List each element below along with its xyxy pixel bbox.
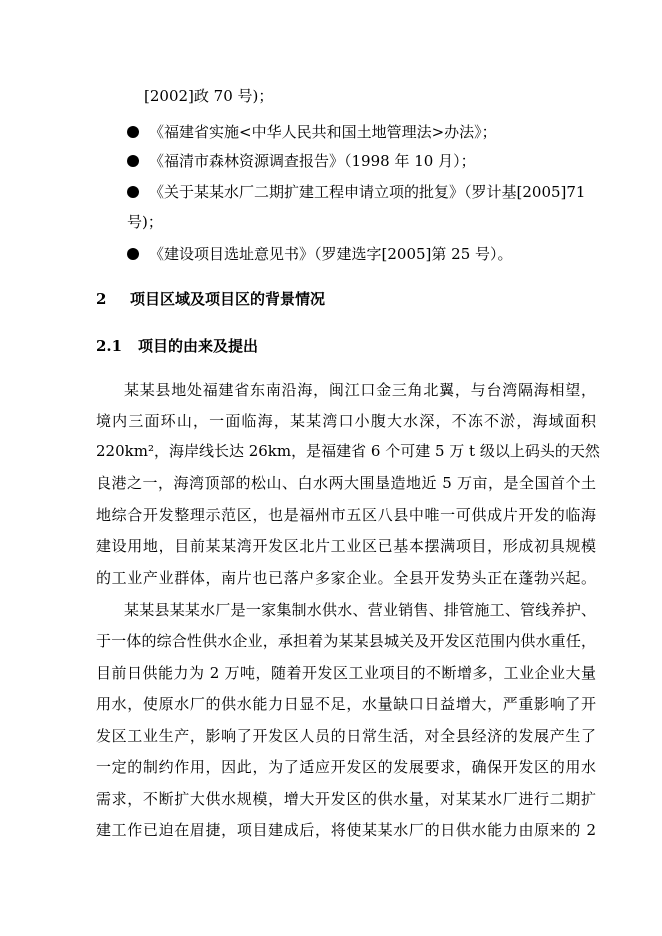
- subsection-number: 2.1: [96, 337, 123, 355]
- bullet-item: [127, 122, 497, 142]
- paragraph-line: 一定的制约作用，因此，为了适应开发区的发展要求，确保开发区的用水: [96, 758, 596, 776]
- paragraph-line: 地综合开发整理示范区，也是福州市五区八县中唯一可供成片开发的临海: [96, 506, 596, 524]
- paragraph-line: 建工作已迫在眉捷，项目建成后，将使某某水厂的日供水能力由原来的 2: [96, 821, 596, 839]
- bullet-item: [127, 244, 513, 264]
- bullet-icon: [127, 186, 139, 198]
- bullet-icon: [127, 126, 139, 138]
- bullet-item: [127, 182, 585, 202]
- subsection-title: 项目的由来及提出: [138, 337, 259, 355]
- section-heading: [96, 289, 325, 309]
- bullet-icon: [127, 155, 139, 167]
- paragraph-line: 建设用地，目前某某湾开发区北片工业区已基本摆满项目，形成初具规模: [96, 537, 596, 555]
- paragraph-line: 目前日供能力为 2 万吨，随着开发区工业项目的不断增多，工业企业大量: [96, 664, 596, 682]
- bullet-text: 《福建省实施<中华人民共和国土地管理法>办法》；: [149, 123, 497, 141]
- intro-line: [2002]政 70 号)；: [144, 87, 274, 105]
- paragraph-line: 220km²，海岸线长达 26km，是福建省 6 个可建 5 万 t 级以上码头的天然: [96, 442, 600, 460]
- paragraph-line: 境内三面环山，一面临海，某某湾口小腹大水深，不冻不淤，海域面积: [96, 412, 596, 430]
- paragraph-line: 的工业产业群体，南片也已落户多家企业。全县开发势头正在蓬勃兴起。: [96, 569, 596, 587]
- paragraph-line: 良港之一，海湾顶部的松山、白水两大围垦造地近 5 万亩，是全国首个土: [96, 474, 596, 492]
- bullet-text: 《福清市森林资源调查报告》（1998 年 10 月）；: [149, 152, 476, 170]
- bullet-item: [127, 151, 476, 171]
- bullet-icon: [127, 248, 139, 260]
- bullet-text: 《建设项目选址意见书》（罗建选字[2005]第 25 号）。: [149, 245, 513, 263]
- bullet-continuation: 号)；: [127, 213, 163, 231]
- paragraph-line: 需求，不断扩大供水规模，增大开发区的供水量，对某某水厂进行二期扩: [96, 790, 596, 808]
- bullet-text: 《关于某某水厂二期扩建工程申请立项的批复》（罗计基[2005]71: [149, 183, 586, 201]
- paragraph-line: 用水，使原水厂的供水能力日显不足，水量缺口日益增大，严重影响了开: [96, 695, 596, 713]
- section-number: 2: [96, 290, 107, 308]
- subsection-heading: [96, 336, 258, 356]
- paragraph-line: 发区工业生产，影响了开发区人员的日常生活，对全县经济的发展产生了: [96, 727, 596, 745]
- paragraph-line: 某某县某某水厂是一家集制水供水、营业销售、排管施工、管线养护、: [124, 601, 596, 619]
- paragraph-line: 于一体的综合性供水企业，承担着为某某县城关及开发区范围内供水重任，: [96, 632, 596, 650]
- section-title: 项目区域及项目区的背景情况: [130, 290, 326, 308]
- paragraph-line: 某某县地处福建省东南沿海，闽江口金三角北翼，与台湾隔海相望，: [124, 381, 596, 399]
